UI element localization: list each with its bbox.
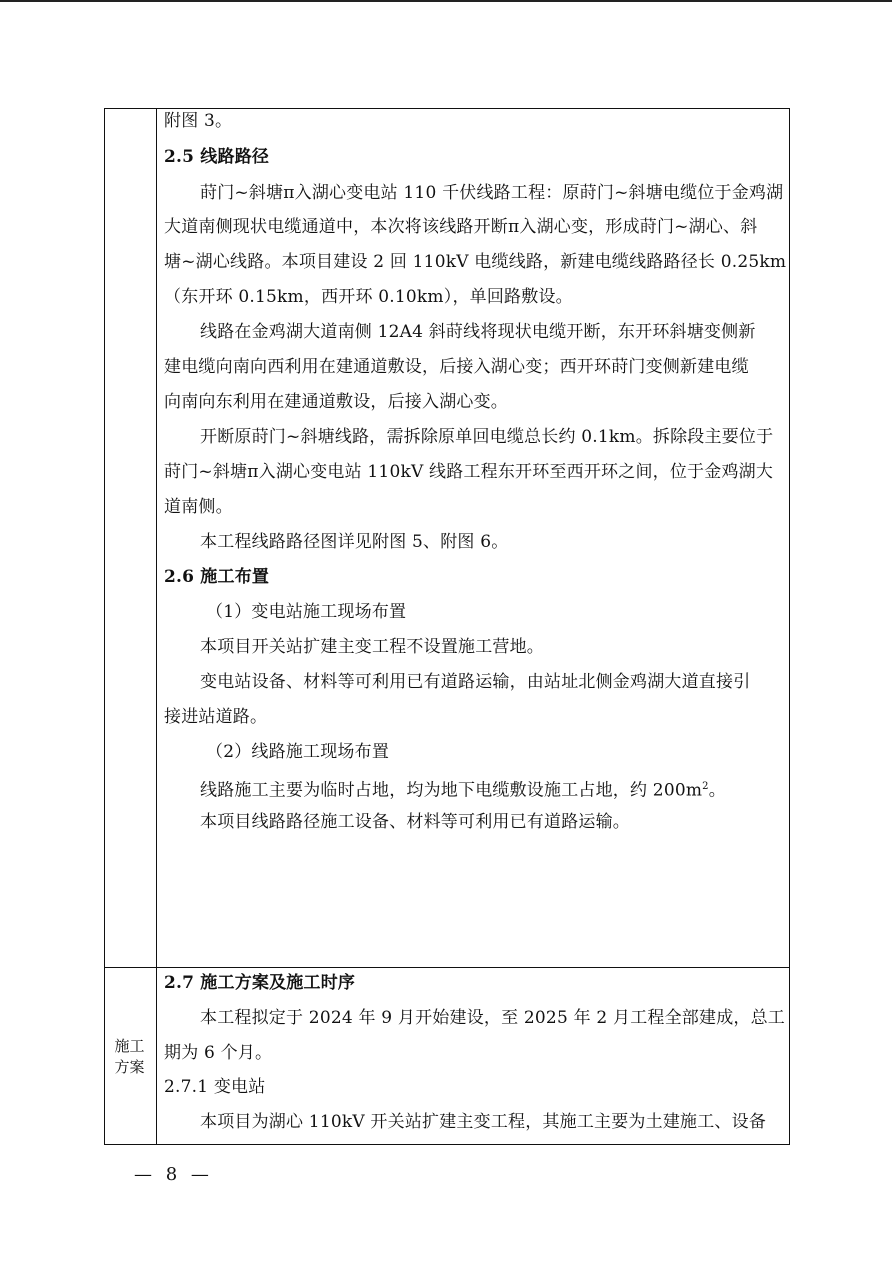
text-line: 向南向东利用在建通道敷设，后接入湖心变。 bbox=[164, 392, 508, 412]
side-label-line-1: 施工 bbox=[114, 1037, 145, 1055]
section-side-label bbox=[104, 1036, 155, 1078]
text-line: 本工程拟定于 2024 年 9 月开始建设，至 2025 年 2 月工程全部建成，总工 bbox=[200, 1008, 785, 1028]
table-column-divider bbox=[156, 109, 157, 1144]
text-line: 期为 6 个月。 bbox=[164, 1043, 273, 1063]
superscript: 2 bbox=[702, 781, 709, 792]
table-row-divider bbox=[105, 967, 789, 968]
text-line: 道南侧。 bbox=[164, 497, 233, 517]
text-fragment: 线路施工主要为临时占地，均为地下电缆敷设施工占地，约 200m bbox=[200, 780, 703, 801]
subheading: （1）变电站施工现场布置 bbox=[206, 602, 407, 622]
section-heading-2-5: 2.5 线路路径 bbox=[164, 147, 270, 167]
text-line: 莳门~斜塘π入湖心变电站 110 千伏线路工程：原莳门~斜塘电缆位于金鸡湖 bbox=[200, 183, 784, 203]
section-heading-2-7: 2.7 施工方案及施工时序 bbox=[164, 973, 356, 993]
text-line: 本项目为湖心 110kV 开关站扩建主变工程，其施工主要为土建施工、设备 bbox=[200, 1112, 767, 1132]
text-line: 本项目开关站扩建主变工程不设置施工营地。 bbox=[200, 637, 544, 657]
text-fragment: 。 bbox=[708, 780, 726, 801]
text-line: 大道南侧现状电缆通道中，本次将该线路开断π入湖心变，形成莳门~湖心、斜 bbox=[164, 217, 758, 237]
text-line: 建电缆向南向西利用在建通道敷设，后接入湖心变；西开环莳门变侧新建电缆 bbox=[164, 357, 749, 377]
text-line: 本工程线路路径图详见附图 5、附图 6。 bbox=[200, 532, 509, 552]
subheading: （2）线路施工现场布置 bbox=[206, 742, 390, 762]
subsection-heading-2-7-1: 2.7.1 变电站 bbox=[164, 1077, 266, 1097]
text-line: 线路在金鸡湖大道南侧 12A4 斜莳线将现状电缆开断，东开环斜塘变侧新 bbox=[200, 322, 756, 342]
page-number: — 8 — bbox=[134, 1164, 213, 1185]
top-border-line bbox=[0, 0, 892, 2]
side-label-line-2: 方案 bbox=[114, 1058, 145, 1076]
text-line: 变电站设备、材料等可利用已有道路运输，由站址北侧金鸡湖大道直接引 bbox=[200, 672, 751, 692]
text-line: （东开环 0.15km，西开环 0.10km），单回路敷设。 bbox=[164, 287, 573, 307]
section-heading-2-6: 2.6 施工布置 bbox=[164, 567, 270, 587]
text-line: 附图 3。 bbox=[164, 111, 233, 131]
text-line: 本项目线路路径施工设备、材料等可利用已有道路运输。 bbox=[200, 812, 630, 832]
text-line: 开断原莳门~斜塘线路，需拆除原单回电缆总长约 0.1km。拆除段主要位于 bbox=[200, 427, 774, 447]
text-line: 莳门~斜塘π入湖心变电站 110kV 线路工程东开环至西开环之间，位于金鸡湖大 bbox=[164, 462, 774, 482]
text-line: 接进站道路。 bbox=[164, 707, 268, 727]
text-line: 塘~湖心线路。本项目建设 2 回 110kV 电缆线路，新建电缆线路路径长 0.25km bbox=[164, 252, 787, 272]
text-line bbox=[200, 777, 784, 801]
